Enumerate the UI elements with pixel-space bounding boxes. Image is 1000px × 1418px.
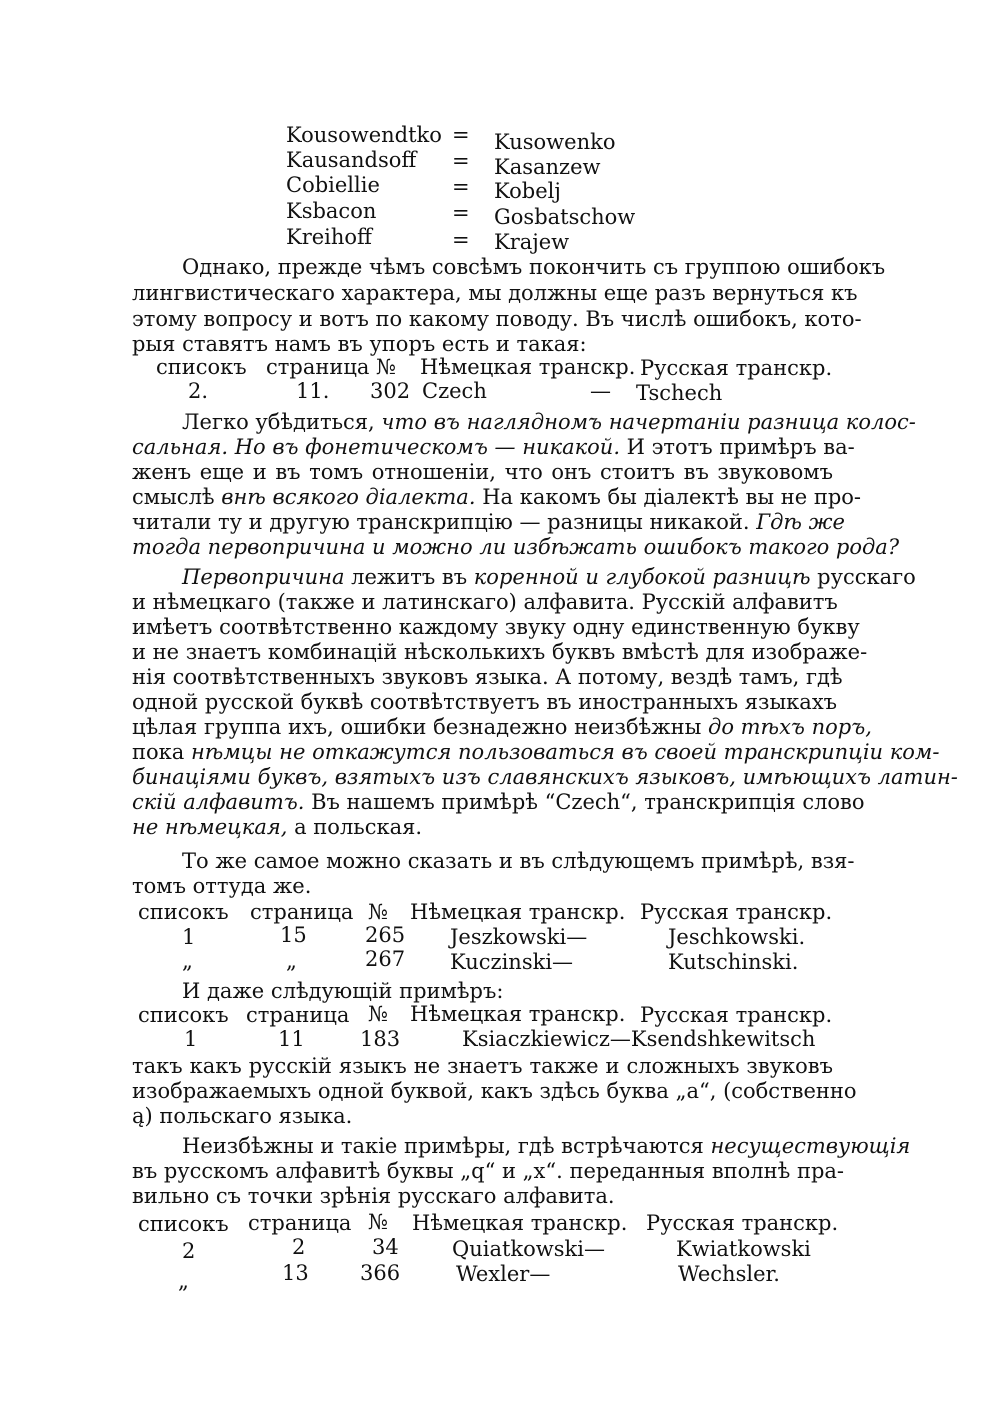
- text-line: Неизбѣжны и такіе примѣры, гдѣ встрѣчаются несуществующія: [182, 1134, 911, 1158]
- text-line: изображаемыхъ одной буквой, какъ здѣсь буква „а“, (собственно: [132, 1079, 857, 1103]
- table-cell: „: [286, 949, 297, 973]
- text-line: одной русской буквѣ соотвѣтствуетъ въ иностранныхъ языкахъ: [132, 690, 838, 714]
- table-header: Нѣмецкая транскр.: [412, 1211, 628, 1235]
- german-name: Kausandsoff: [286, 148, 417, 172]
- table-cell: 2: [182, 1239, 196, 1263]
- text-line: лингвистическаго характера, мы должны еще разъ вернуться къ: [132, 281, 858, 305]
- text-line: цѣлая группа ихъ, ошибки безнадежно неизбѣжны до тѣхъ поръ,: [132, 715, 872, 739]
- text-line: нія соотвѣтственныхъ звуковъ языка. А потому, вездѣ тамъ, гдѣ: [132, 665, 843, 689]
- table-header: Русская транскр.: [640, 356, 833, 380]
- text-line: и не знаетъ комбинацій нѣсколькихъ буквъ вмѣстѣ для изображе-: [132, 640, 868, 664]
- table-cell: 267: [365, 947, 406, 971]
- text-line: имѣетъ соотвѣтственно каждому звуку одну единственную букву: [132, 615, 860, 639]
- text-line: тогда первопричина и можно ли избѣжать ошибокъ такого рода?: [132, 535, 900, 559]
- text-line: не нѣмецкая, а польская.: [132, 815, 423, 839]
- table-cell: Jeschkowski.: [668, 925, 806, 949]
- table-header: Русская транскр.: [640, 1003, 833, 1027]
- equals-sign: =: [452, 123, 470, 147]
- text-line: То же самое можно сказать и въ слѣдующемъ примѣрѣ, взя-: [182, 849, 855, 873]
- equals-sign: =: [452, 228, 470, 252]
- russian-name: Kasanzew: [494, 155, 601, 179]
- table-header: Нѣмецкая транскр.: [420, 355, 636, 379]
- text-line: скій алфавитъ. Въ нашемъ примѣрѣ “Czech“, транскрипція слово: [132, 790, 865, 814]
- table-cell: 2.: [188, 379, 209, 403]
- table-cell: „: [182, 949, 193, 973]
- equals-sign: =: [452, 175, 470, 199]
- table-header: №: [368, 1002, 388, 1026]
- table-header: списокъ: [138, 1212, 229, 1236]
- table-header: страница: [246, 1003, 350, 1027]
- text-line: рыя ставятъ намъ въ упоръ есть и такая:: [132, 332, 587, 356]
- table-cell: 11.: [296, 379, 330, 403]
- table-cell: —: [590, 379, 611, 403]
- table-cell: Czech: [422, 379, 487, 403]
- text-line: этому вопросу и вотъ по какому поводу. Въ числѣ ошибокъ, кото-: [132, 307, 862, 331]
- table-header: списокъ: [138, 1003, 229, 1027]
- russian-name: Kobelj: [494, 179, 561, 203]
- table-cell: Kwiatkowski: [676, 1237, 811, 1261]
- text-line: такъ какъ русскій языкъ не знаетъ также и сложныхъ звуковъ: [132, 1054, 833, 1078]
- table-cell: 34: [372, 1235, 399, 1259]
- table-header: Русская транскр.: [640, 900, 833, 924]
- german-name: Kousowendtko: [286, 123, 442, 147]
- table-cell: Tschech: [636, 381, 723, 405]
- table-header: Нѣмецкая транскр.: [410, 1002, 626, 1026]
- table-cell: Wechsler.: [678, 1262, 780, 1286]
- text-line: томъ оттуда же.: [132, 874, 312, 898]
- russian-name: Gosbatschow: [494, 205, 636, 229]
- table-cell: 2: [292, 1235, 306, 1259]
- text-line: въ русскомъ алфавитѣ буквы „q“ и „x“. переданныя вполнѣ пра-: [132, 1159, 845, 1183]
- table-cell: 11: [278, 1027, 305, 1051]
- table-header: списокъ: [138, 900, 229, 924]
- table-cell: 302: [370, 379, 411, 403]
- german-name: Ksbacon: [286, 199, 377, 223]
- text-line: бинаціями буквъ, взятыхъ изъ славянскихъ языковъ, имѣющихъ латин-: [132, 765, 958, 789]
- german-name: Kreihoff: [286, 225, 372, 249]
- table-header: Нѣмецкая транскр.: [410, 900, 626, 924]
- russian-name: Krajew: [494, 230, 570, 254]
- table-header: страница: [250, 900, 354, 924]
- text-line: пока нѣмцы не откажутся пользоваться въ своей транскрипціи ком-: [132, 740, 940, 764]
- table-cell: Jeszkowski—: [450, 925, 588, 949]
- table-cell: Kutschinski.: [668, 950, 799, 974]
- text-line: И даже слѣдующій примѣръ:: [182, 979, 504, 1003]
- text-line: читали ту и другую транскрипцію — разницы никакой. Гдѣ же: [132, 510, 845, 534]
- table-cell: 1: [182, 925, 196, 949]
- table-cell: 366: [360, 1261, 401, 1285]
- german-name: Cobiellie: [286, 173, 380, 197]
- table-header: №: [368, 900, 388, 924]
- text-line: ą) польскаго языка.: [132, 1104, 353, 1128]
- table-header: списокъ: [156, 355, 247, 379]
- table-cell: Quiatkowski—: [452, 1237, 605, 1261]
- text-line: сальная. Но въ фонетическомъ — никакой. И этотъ примѣръ ва-: [132, 435, 855, 459]
- table-header: №: [368, 1210, 388, 1234]
- table-cell: „: [178, 1269, 189, 1293]
- text-line: вильно съ точки зрѣнія русскаго алфавита.: [132, 1184, 615, 1208]
- russian-name: Kusowenko: [494, 130, 616, 154]
- table-cell: 265: [365, 923, 406, 947]
- table-header: №: [376, 355, 396, 379]
- table-cell: Ksiaczkiewicz—Ksendshkewitsch: [462, 1027, 816, 1051]
- text-line: Однако, прежде чѣмъ совсѣмъ покончить съ группою ошибокъ: [182, 255, 886, 279]
- text-line: Первопричина лежитъ въ коренной и глубокой разницѣ русскаго: [182, 565, 916, 589]
- table-header: страница: [248, 1211, 352, 1235]
- table-cell: 183: [360, 1027, 401, 1051]
- table-header: Русская транскр.: [646, 1211, 839, 1235]
- text-line: смыслѣ внѣ всякого діалекта. На какомъ бы діалектѣ вы не про-: [132, 485, 862, 509]
- table-cell: 1: [184, 1027, 198, 1051]
- equals-sign: =: [452, 201, 470, 225]
- table-cell: 13: [282, 1261, 309, 1285]
- table-cell: 15: [280, 923, 307, 947]
- text-line: женъ еще и въ томъ отношеніи, что онъ стоитъ въ звуковомъ: [132, 460, 833, 484]
- table-cell: Wexler—: [456, 1262, 551, 1286]
- table-header: страница: [266, 355, 370, 379]
- equals-sign: =: [452, 149, 470, 173]
- table-cell: Kuczinski—: [450, 950, 574, 974]
- text-line: Легко убѣдиться, что въ наглядномъ начертаніи разница колос-: [182, 410, 916, 434]
- text-line: и нѣмецкаго (также и латинскаго) алфавита. Русскій алфавитъ: [132, 590, 838, 614]
